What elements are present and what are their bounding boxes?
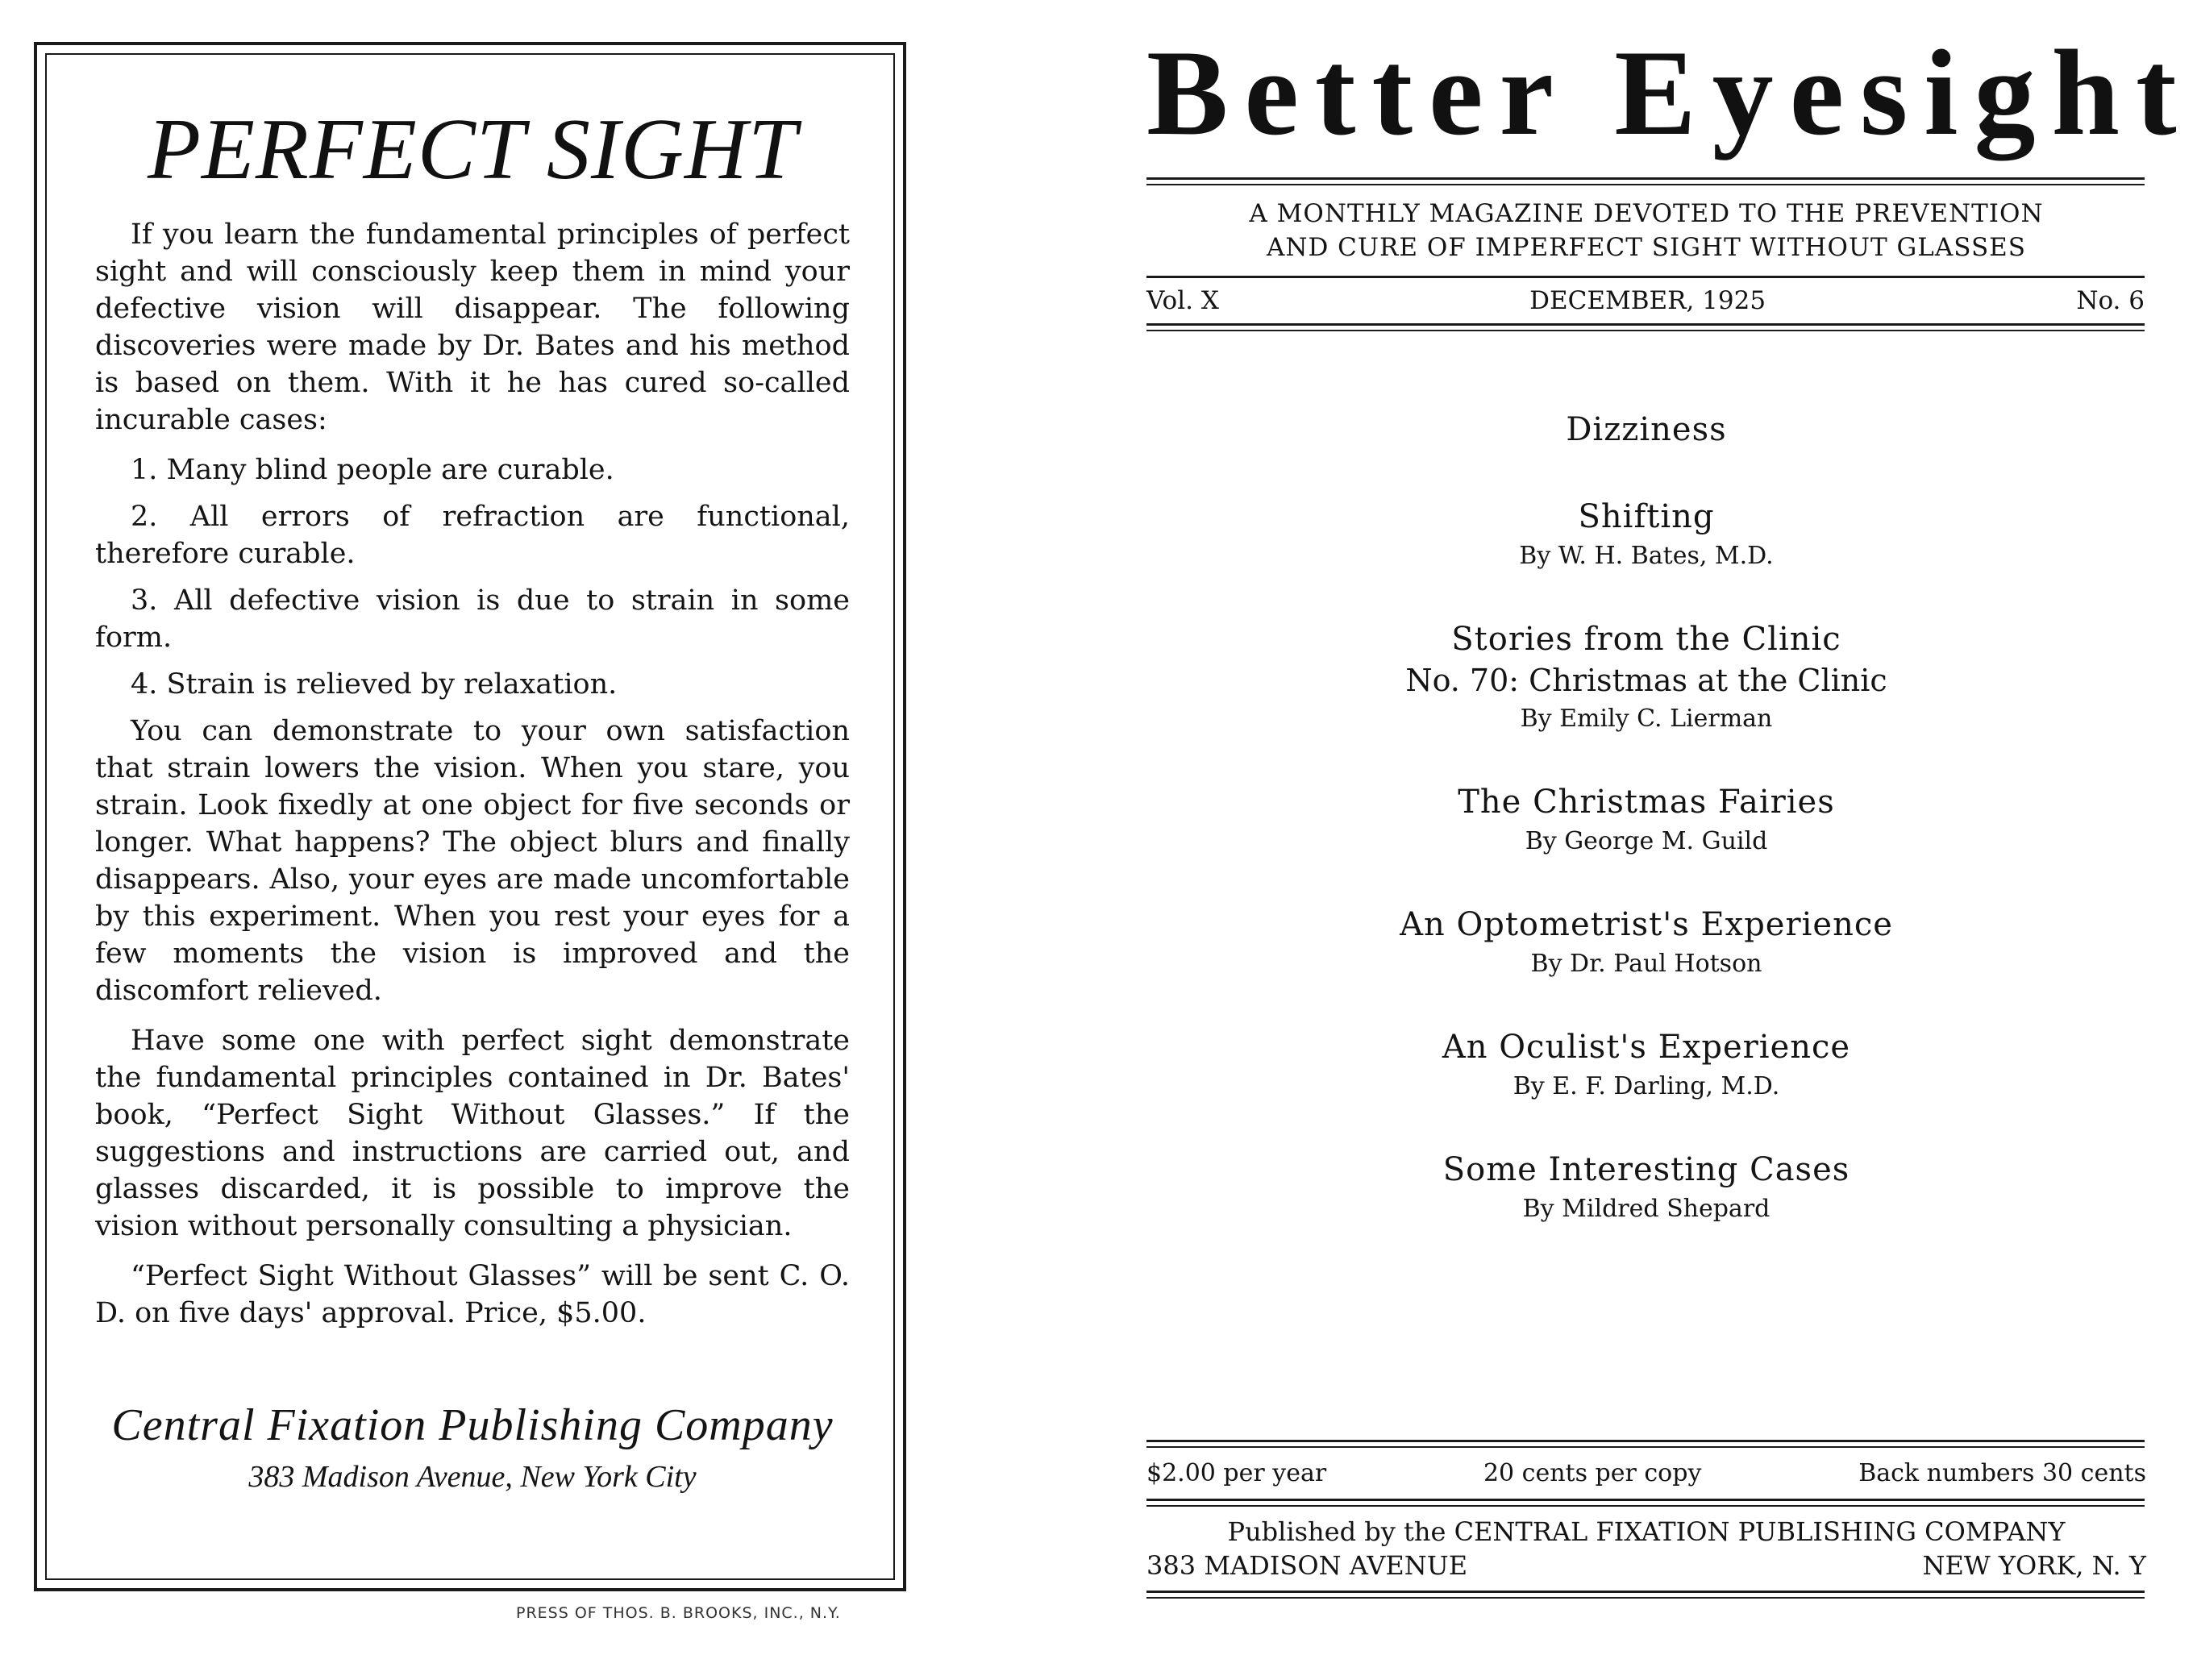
price-per-copy: 20 cents per copy [1483, 1459, 1702, 1487]
offer-paragraph: “Perfect Sight Without Glasses” will be sent C. O. D. on five days' approval. Price, $5.00. [95, 1260, 850, 1329]
subtitle-line-2: AND CURE OF IMPERFECT SIGHT WITHOUT GLASSES [1266, 233, 2027, 262]
divider-rule [1146, 1591, 2145, 1599]
magazine-title: Better Eyesight [1146, 25, 2193, 160]
publisher-address: 383 Madison Avenue, New York City [248, 1460, 697, 1494]
toc-title: An Oculist's Experience [1442, 1029, 1851, 1066]
issue-date: DECEMBER, 1925 [1529, 286, 1766, 315]
advertisement-frame [34, 42, 906, 1591]
city-address: NEW YORK, N. Y [1922, 1550, 2146, 1581]
magazine-subtitle [1146, 197, 2146, 264]
toc-entry [1146, 496, 2146, 573]
toc-title: Stories from the Clinic [1451, 621, 1841, 658]
toc-title: Dizziness [1566, 411, 1727, 448]
discovery-item: 4. Strain is relieved by relaxation. [131, 668, 618, 701]
table-of-contents [1146, 409, 2146, 1226]
toc-entry [1146, 409, 2146, 451]
address-line [1146, 1547, 2146, 1591]
demonstration-paragraph: You can demonstrate to your own satisfaction that strain lowers the vision. When you stare, you strain. Look fixedly at one object for five seconds or longer. What happens? The object blurs and finally disappears. Also, your eyes are made uncomfortable by this experiment. When you rest your eyes for a few moments the vision is improved and the discomfort relieved. [95, 715, 850, 1007]
divider-rule [1146, 1499, 2145, 1507]
discovery-item: 1. Many blind people are curable. [131, 454, 614, 486]
publisher-name: Central Fixation Publishing Company [111, 1400, 834, 1450]
issue-number: No. 6 [2076, 286, 2145, 315]
divider-rule [1146, 1440, 2145, 1448]
discovery-item: 3. All defective vision is due to strain in some form. [95, 584, 850, 654]
discovery-item: 2. All errors of refraction are functional, therefore curable. [95, 501, 850, 570]
intro-paragraph: If you learn the fundamental principles of perfect sight and will consciously keep them in mind your defective vision will disappear. The following discoveries were made by Dr. Bates and his method is based on them. With it he has cured so-called incurable cases: [95, 218, 850, 436]
street-address: 383 MADISON AVENUE [1146, 1550, 1468, 1581]
toc-entry [1146, 1149, 2146, 1226]
toc-author: By W. H. Bates, M.D. [1519, 542, 1774, 570]
toc-title: Shifting [1578, 498, 1715, 535]
toc-entry [1146, 904, 2146, 981]
cover-footer [1146, 1440, 2146, 1599]
toc-title: Some Interesting Cases [1442, 1151, 1850, 1188]
toc-subtitle: No. 70: Christmas at the Clinic [1405, 663, 1887, 698]
toc-entry [1146, 1026, 2146, 1104]
advertisement-content [95, 102, 850, 1496]
subtitle-line-1: A MONTHLY MAGAZINE DEVOTED TO THE PREVENTION [1249, 199, 2044, 228]
advice-paragraph: Have some one with perfect sight demonstrate the fundamental principles contained in Dr. Bates' book, “Perfect Sight Without Glasses.” If the suggestions and instructions are carried out, and glasses discarded, it is possible to improve the vision without personally consulting a physician. [95, 1025, 850, 1242]
toc-title: An Optometrist's Experience [1400, 906, 1893, 943]
toc-author: By George M. Guild [1525, 827, 1768, 855]
price-per-year: $2.00 per year [1146, 1459, 1327, 1487]
publisher-line: Published by the CENTRAL FIXATION PUBLISHING COMPANY [1227, 1516, 2066, 1547]
divider-rule [1146, 323, 2145, 331]
price-back-numbers: Back numbers 30 cents [1858, 1459, 2146, 1487]
issue-line [1146, 278, 2146, 323]
toc-author: By Mildred Shepard [1522, 1195, 1770, 1223]
magazine-cover [1146, 25, 2193, 1581]
volume-label: Vol. X [1146, 286, 1219, 315]
divider-rule [1146, 177, 2145, 185]
toc-author: By Emily C. Lierman [1520, 705, 1773, 733]
toc-entry [1146, 781, 2146, 859]
price-line [1146, 1448, 2146, 1499]
toc-entry [1146, 618, 2146, 736]
toc-author: By E. F. Darling, M.D. [1513, 1072, 1780, 1100]
advertisement-title: PERFECT SIGHT [147, 102, 798, 198]
printer-credit: PRESS OF THOS. B. BROOKS, INC., N.Y. [516, 1604, 841, 1622]
toc-author: By Dr. Paul Hotson [1530, 950, 1762, 978]
toc-title: The Christmas Fairies [1458, 784, 1835, 821]
